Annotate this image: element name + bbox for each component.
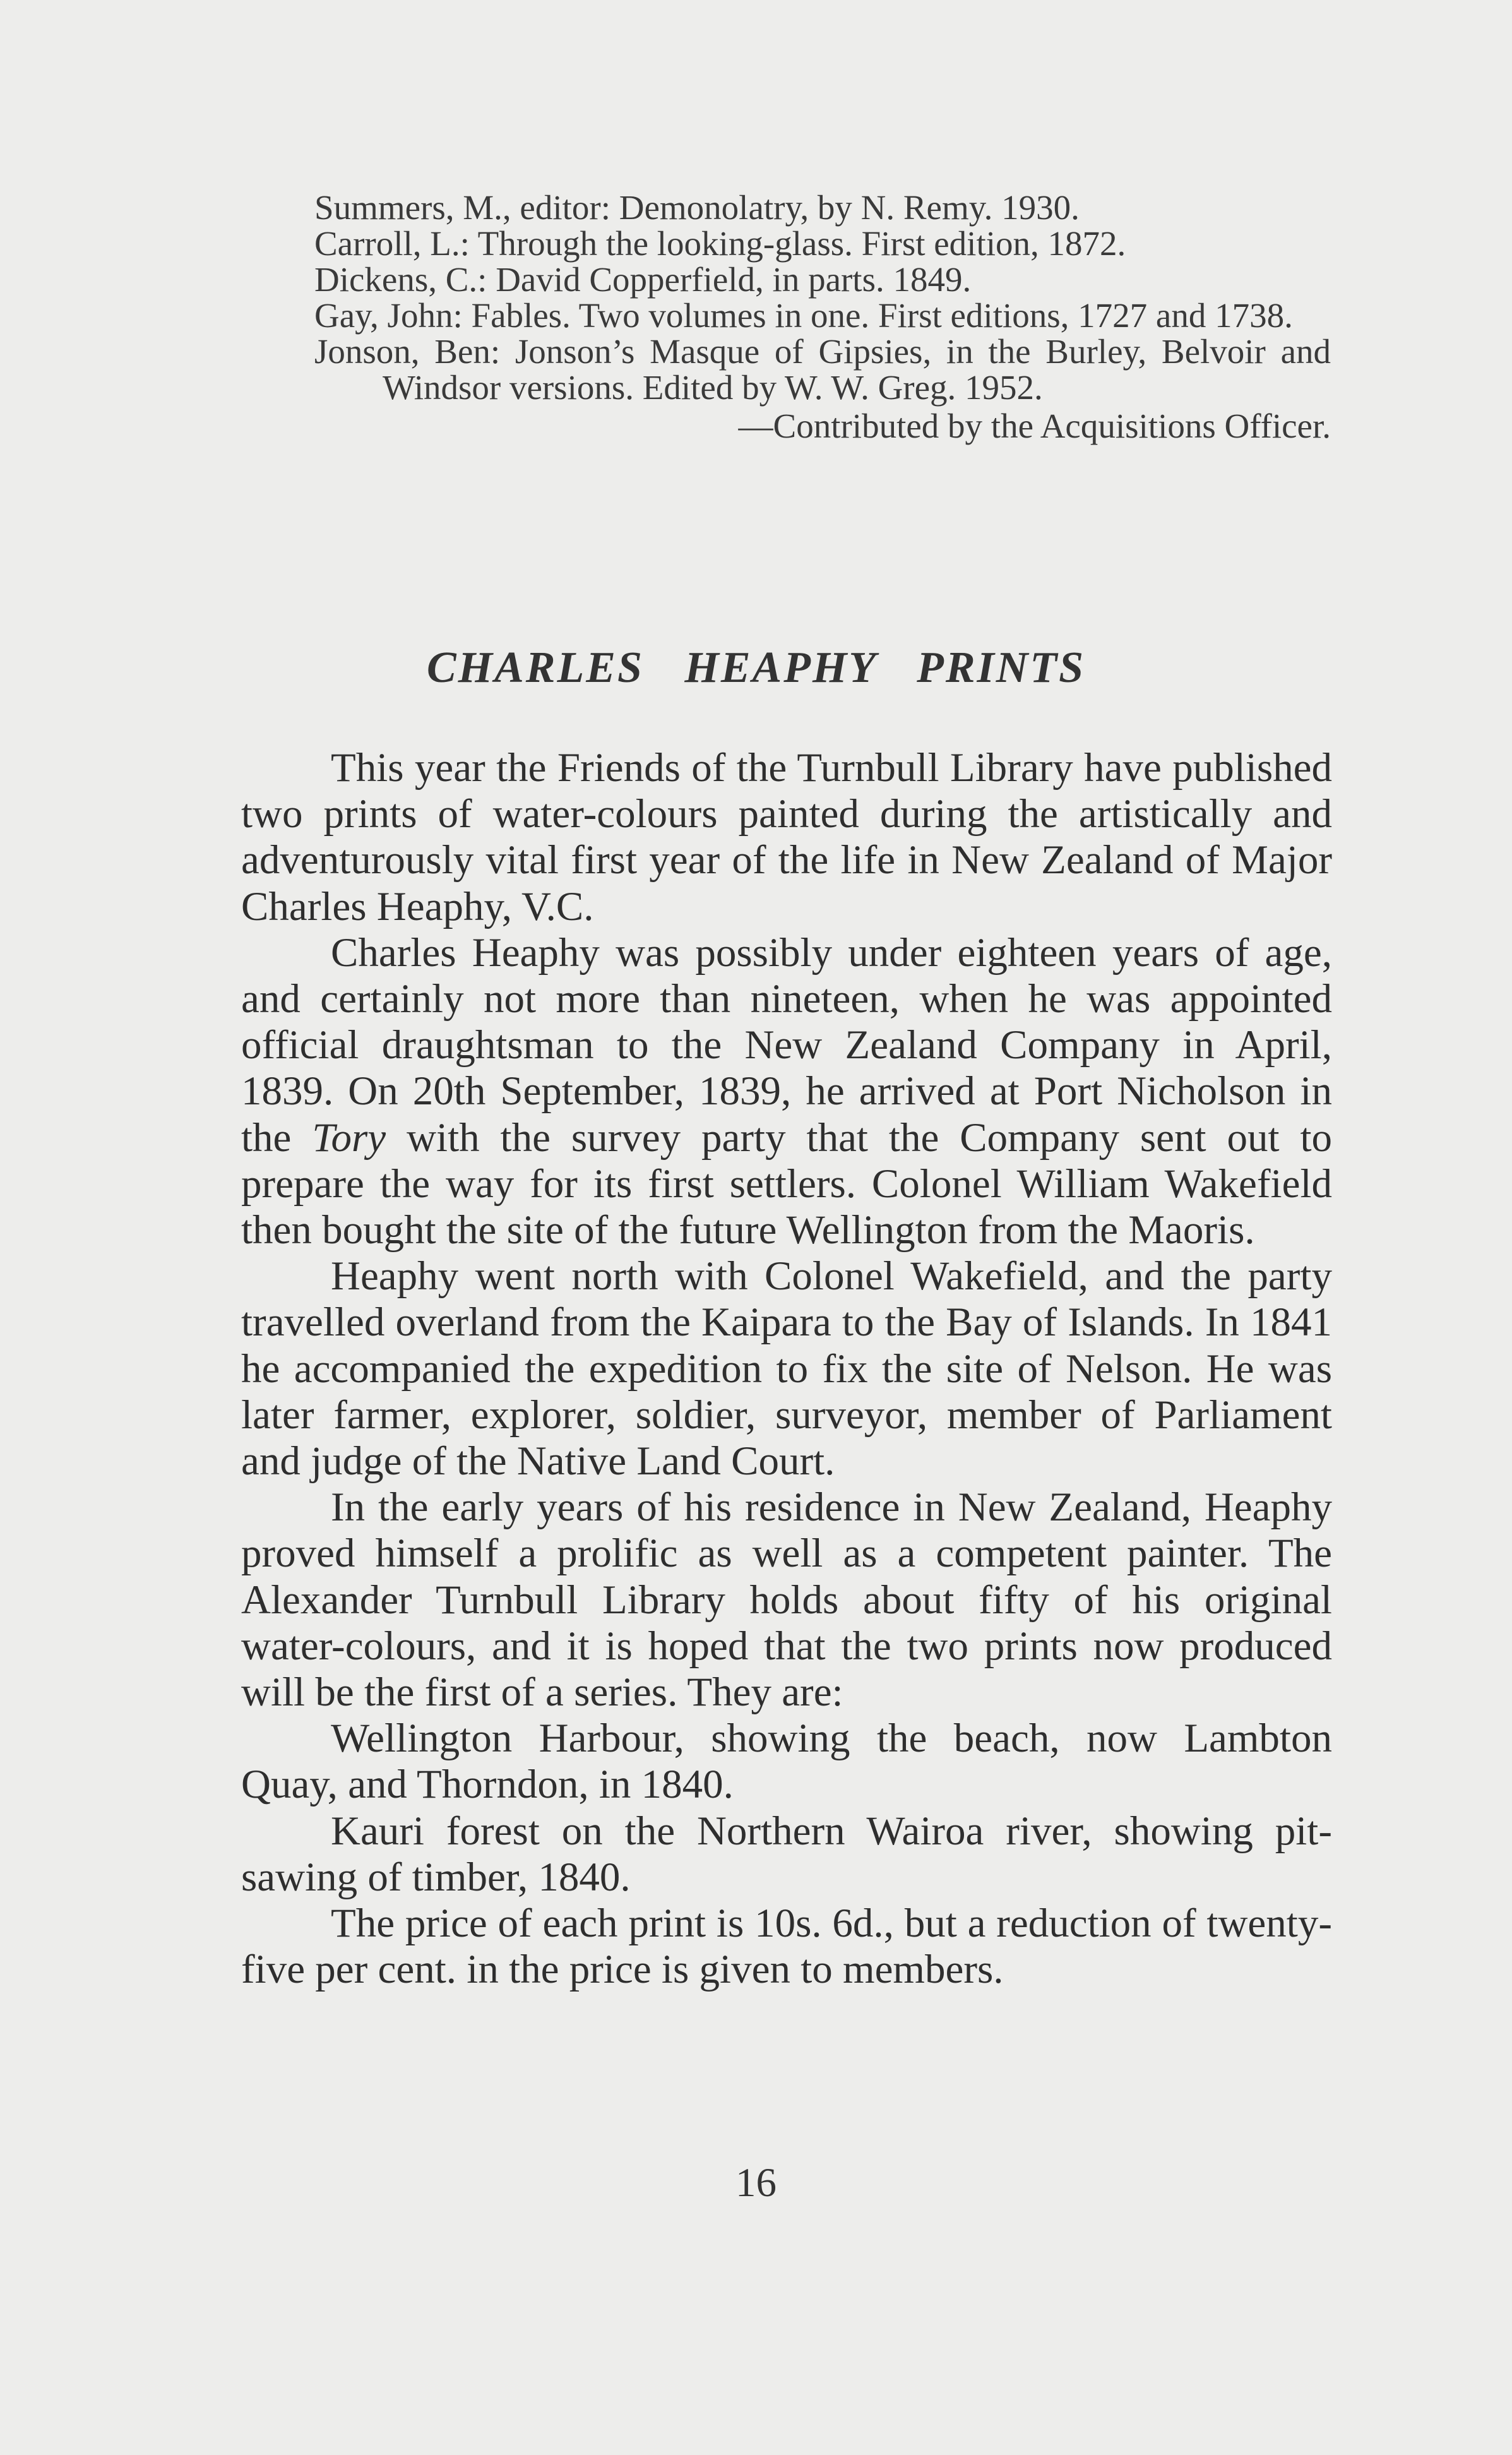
paragraph-biography xyxy=(241,930,1332,1253)
acquisitions-list xyxy=(314,189,1331,444)
list-item: Carroll, L.: Through the looking-glass. First edition, 1872. xyxy=(314,224,1126,263)
paragraph-works: In the early years of his residence in New Zealand, Heaphy proved himself a prolific as well as a competent painter. The Alexander Turnbull Library holds about fifty of his original water-colours, and it is hoped that the two prints now produced will be the first of a series. They are: xyxy=(241,1484,1332,1716)
list-item: Gay, John: Fables. Two volumes in one. First editions, 1727 and 1738. xyxy=(314,296,1293,335)
page-number: 16 xyxy=(735,2160,777,2206)
list-item: Jonson, Ben: Jonson’s Masque of Gipsies, in the Burley, Belvoir and Windsor versions. Edited by W. W. Greg. 1952. xyxy=(314,332,1331,407)
paragraph-print-two: Kauri forest on the Northern Wairoa river, showing pit-sawing of timber, 1840. xyxy=(241,1808,1332,1900)
paragraph-intro: This year the Friends of the Turnbull Library have published two prints of water-colours painted during the artistically and adventurously vital first year of the life in New Zealand of Major Charles Heaphy, V.C. xyxy=(241,745,1332,929)
paragraph-print-one: Wellington Harbour, showing the beach, now Lambton Quay, and Thorndon, in 1840. xyxy=(241,1716,1332,1808)
list-item: Dickens, C.: David Copperfield, in parts. 1849. xyxy=(314,260,972,299)
contributor-credit: —Contributed by the Acquisitions Officer. xyxy=(738,407,1331,445)
paragraph-text: Charles Heaphy was possibly under eighteen years of age, and certainly not more than nineteen, when he was appointed official draughtsman to the New Zealand Company in April, 1839. On 20th September, 1839, he arrived at Port Nicholson in the xyxy=(241,929,1332,1161)
paragraph-career: Heaphy went north with Colonel Wakefield, and the party travelled overland from the Kaipara to the Bay of Islands. In 1841 he accompanied the expedition to fix the site of Nelson. He was later farmer, explorer, soldier, surveyor, member of Parliament and judge of the Native Land Court. xyxy=(241,1253,1332,1484)
article-body xyxy=(241,745,1332,1993)
ship-name: Tory xyxy=(312,1114,386,1161)
paragraph-text: with the survey party that the Company sent out to prepare the way for its first settlers. Colonel William Wakefield then bought the site of the future Wellington from the Maoris. xyxy=(241,1114,1332,1253)
paragraph-price: The price of each print is 10s. 6d., but a reduction of twenty-five per cent. in the price is given to members. xyxy=(241,1901,1332,1993)
list-item: Summers, M., editor: Demonolatry, by N. Remy. 1930. xyxy=(314,188,1080,227)
article-title: CHARLES HEAPHY PRINTS xyxy=(426,643,1086,692)
